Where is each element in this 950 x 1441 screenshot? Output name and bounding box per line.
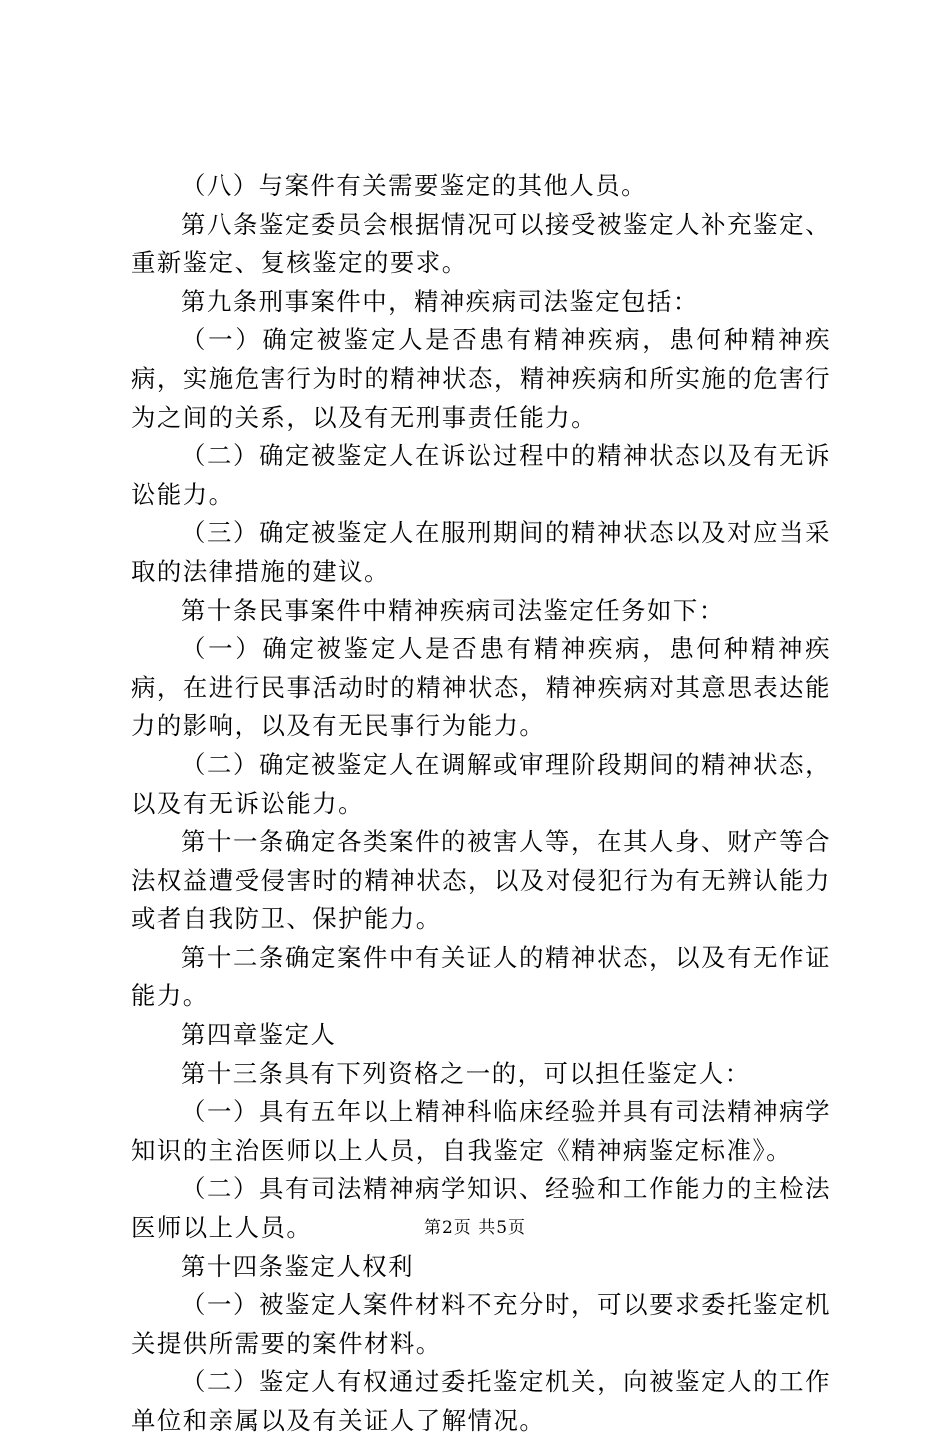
paragraph: 第十二条确定案件中有关证人的精神状态，以及有无作证能力。: [131, 942, 831, 1011]
paragraph: 第十一条确定各类案件的被害人等，在其人身、财产等合法权益遭受侵害时的精神状态，以及对侵犯行为有无辨认能力或者自我防卫、保护能力。: [131, 827, 831, 934]
paragraph: （一）具有五年以上精神科临床经验并具有司法精神病学知识的主治医师以上人员，自我鉴定《精神病鉴定标准》。: [131, 1097, 831, 1165]
paragraph: （一）确定被鉴定人是否患有精神疾病，患何种精神疾病，在进行民事活动时的精神状态，精神疾病对其意思表达能力的影响，以及有无民事行为能力。: [131, 634, 831, 741]
paragraph: （一）确定被鉴定人是否患有精神疾病，患何种精神疾病，实施危害行为时的精神状态，精神疾病和所实施的危害行为之间的关系，以及有无刑事责任能力。: [131, 325, 831, 432]
paragraph: （一）被鉴定人案件材料不充分时，可以要求委托鉴定机关提供所需要的案件材料。: [131, 1290, 831, 1358]
paragraph: 第十三条具有下列资格之一的，可以担任鉴定人：: [181, 1058, 751, 1088]
paragraph: （二）具有司法精神病学知识、经验和工作能力的主检法医师以上人员。: [131, 1174, 831, 1243]
paragraph: （二）确定被鉴定人在调解或审理阶段期间的精神状态，以及有无诉讼能力。: [131, 749, 831, 818]
paragraph: （八）与案件有关需要鉴定的其他人员。: [181, 171, 648, 200]
paragraph: 第八条鉴定委员会根据情况可以接受被鉴定人补充鉴定、重新鉴定、复核鉴定的要求。: [131, 209, 831, 278]
paragraph: 第九条刑事案件中，精神疾病司法鉴定包括：: [181, 286, 699, 316]
paragraph: （二）确定被鉴定人在诉讼过程中的精神状态以及有无诉讼能力。: [131, 441, 831, 509]
page-number-footer: 第2页 共5页: [423, 1218, 527, 1238]
document-body: [131, 167, 831, 1441]
paragraph: 第十四条鉴定人权利: [181, 1251, 415, 1281]
paragraph: （二）鉴定人有权通过委托鉴定机关，向被鉴定人的工作单位和亲属以及有关证人了解情况。: [131, 1367, 831, 1435]
paragraph: 第十条民事案件中精神疾病司法鉴定任务如下：: [181, 595, 725, 625]
chapter-heading: 第四章鉴定人: [181, 1020, 337, 1050]
paragraph: （三）确定被鉴定人在服刑期间的精神状态以及对应当采取的法律措施的建议。: [131, 518, 831, 586]
